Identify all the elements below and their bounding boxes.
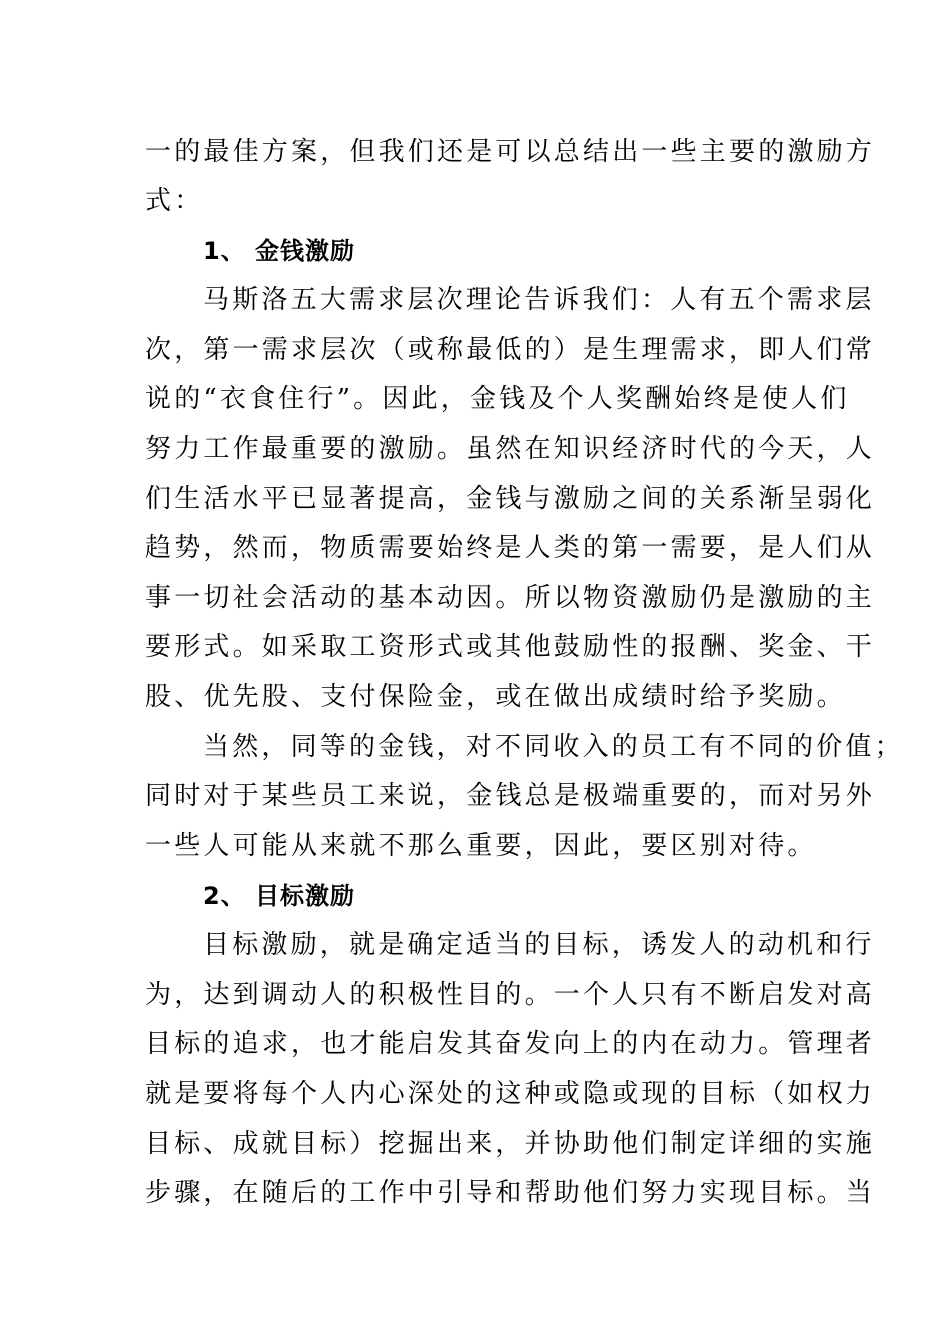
paragraph-line: 努力工作最重要的激励。虽然在知识经济时代的今天，人 [145, 434, 876, 464]
paragraph-line: 次，第一需求层次（或称最低的）是生理需求，即人们常 [145, 335, 876, 365]
paragraph-line: 就是要将每个人内心深处的这种或隐或现的目标（如权力 [145, 1079, 876, 1109]
paragraph-line: 目标的追求，也才能启发其奋发向上的内在动力。管理者 [145, 1029, 876, 1059]
paragraph-line: 说的“衣食住行”。因此，金钱及个人奖酬始终是使人们 [145, 384, 850, 414]
section-heading-goal: 2、 目标激励 [203, 882, 356, 910]
paragraph-line: 们生活水平已显著提高，金钱与激励之间的关系渐呈弱化 [145, 484, 876, 514]
section-heading-money: 1、 金钱激励 [203, 237, 356, 265]
paragraph-line: 同时对于某些员工来说，金钱总是极端重要的，而对另外 [145, 781, 876, 811]
paragraph-line: 式： [145, 186, 204, 216]
paragraph-line: 目标、成就目标）挖掘出来，并协助他们制定详细的实施 [145, 1129, 876, 1159]
paragraph-line: 步骤，在随后的工作中引导和帮助他们努力实现目标。当 [145, 1178, 876, 1208]
paragraph-line: 当然，同等的金钱，对不同收入的员工有不同的价值； [203, 732, 904, 762]
paragraph-line: 趋势，然而，物质需要始终是人类的第一需要，是人们从 [145, 533, 876, 563]
paragraph-line: 目标激励，就是确定适当的目标，诱发人的动机和行 [203, 930, 875, 960]
paragraph-line: 事一切社会活动的基本动因。所以物资激励仍是激励的主 [145, 583, 876, 613]
paragraph-line: 为，达到调动人的积极性目的。一个人只有不断启发对高 [145, 980, 876, 1010]
paragraph-line: 要形式。如采取工资形式或其他鼓励性的报酬、奖金、干 [145, 632, 876, 662]
paragraph-line: 一的最佳方案，但我们还是可以总结出一些主要的激励方 [145, 137, 876, 167]
paragraph-line: 一些人可能从来就不那么重要，因此，要区别对待。 [145, 831, 817, 861]
paragraph-line: 股、优先股、支付保险金，或在做出成绩时给予奖励。 [145, 682, 846, 712]
paragraph-line: 马斯洛五大需求层次理论告诉我们：人有五个需求层 [203, 285, 875, 315]
